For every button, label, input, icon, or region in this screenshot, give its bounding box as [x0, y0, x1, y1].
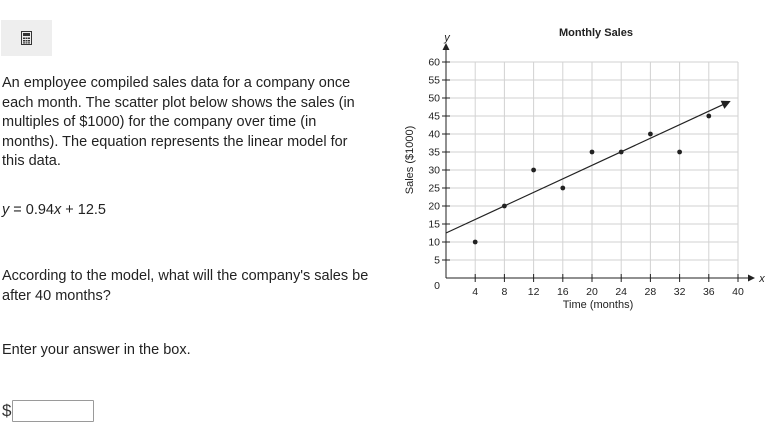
- x-axis-arrow: [748, 275, 755, 282]
- x-tick-label: 16: [556, 286, 569, 298]
- data-point: [706, 114, 711, 119]
- x-axis-letter: x: [759, 273, 765, 285]
- question-prompt: According to the model, what will the company's sales be after 40 months?: [2, 268, 369, 304]
- x-tick-label: 24: [615, 286, 628, 298]
- data-point: [619, 150, 624, 155]
- model-equation: y = 0.94x + 12.5: [2, 202, 106, 218]
- answer-row: [2, 398, 94, 424]
- y-axis-letter: y: [444, 32, 450, 44]
- y-tick-label: 35: [428, 146, 440, 159]
- y-tick-label: 10: [428, 236, 440, 249]
- x-tick-label: 4: [472, 286, 479, 298]
- x-tick-label: 32: [673, 286, 686, 298]
- y-axis-arrow: [443, 43, 450, 50]
- x-tick-label: 12: [527, 286, 540, 298]
- x-tick-label: 20: [586, 286, 598, 298]
- scatter-chart: [396, 20, 766, 320]
- trend-line: [446, 104, 725, 233]
- origin-label: 0: [434, 280, 440, 292]
- x-tick-label: 40: [732, 286, 744, 298]
- data-point: [560, 186, 565, 191]
- y-tick-label: 50: [428, 92, 440, 105]
- data-point: [473, 240, 478, 245]
- x-axis-label: Time (months): [562, 299, 634, 311]
- data-point: [502, 204, 507, 209]
- y-tick-label: 60: [428, 56, 440, 69]
- data-point: [590, 150, 595, 155]
- x-tick-label: 8: [501, 286, 508, 298]
- calculator-icon: [21, 31, 32, 45]
- answer-instruction: Enter your answer in the box.: [2, 342, 191, 358]
- y-tick-label: 55: [428, 74, 440, 87]
- data-point: [648, 132, 653, 137]
- y-tick-label: 20: [428, 200, 440, 213]
- y-tick-label: 30: [428, 164, 440, 177]
- y-tick-label: 45: [428, 110, 440, 123]
- data-point: [677, 150, 682, 155]
- calculator-button[interactable]: [1, 20, 52, 56]
- x-tick-label: 36: [702, 286, 715, 298]
- y-axis-label: Sales ($1000): [404, 125, 416, 195]
- answer-input[interactable]: [12, 400, 94, 422]
- y-tick-label: 15: [428, 218, 440, 231]
- x-tick-label: 28: [644, 286, 657, 298]
- question-intro: An employee compiled sales data for a company once each month. The scatter plot below shows the sales (in multiples of $1000) for the company over time (in months). The equation represents the linear model for this data.: [2, 75, 355, 169]
- data-point: [531, 168, 536, 173]
- y-tick-label: 40: [428, 128, 440, 141]
- y-tick-label: 5: [434, 254, 440, 267]
- chart-title: Monthly Sales: [559, 27, 633, 39]
- currency-symbol: $: [2, 401, 12, 420]
- y-tick-label: 25: [428, 182, 440, 195]
